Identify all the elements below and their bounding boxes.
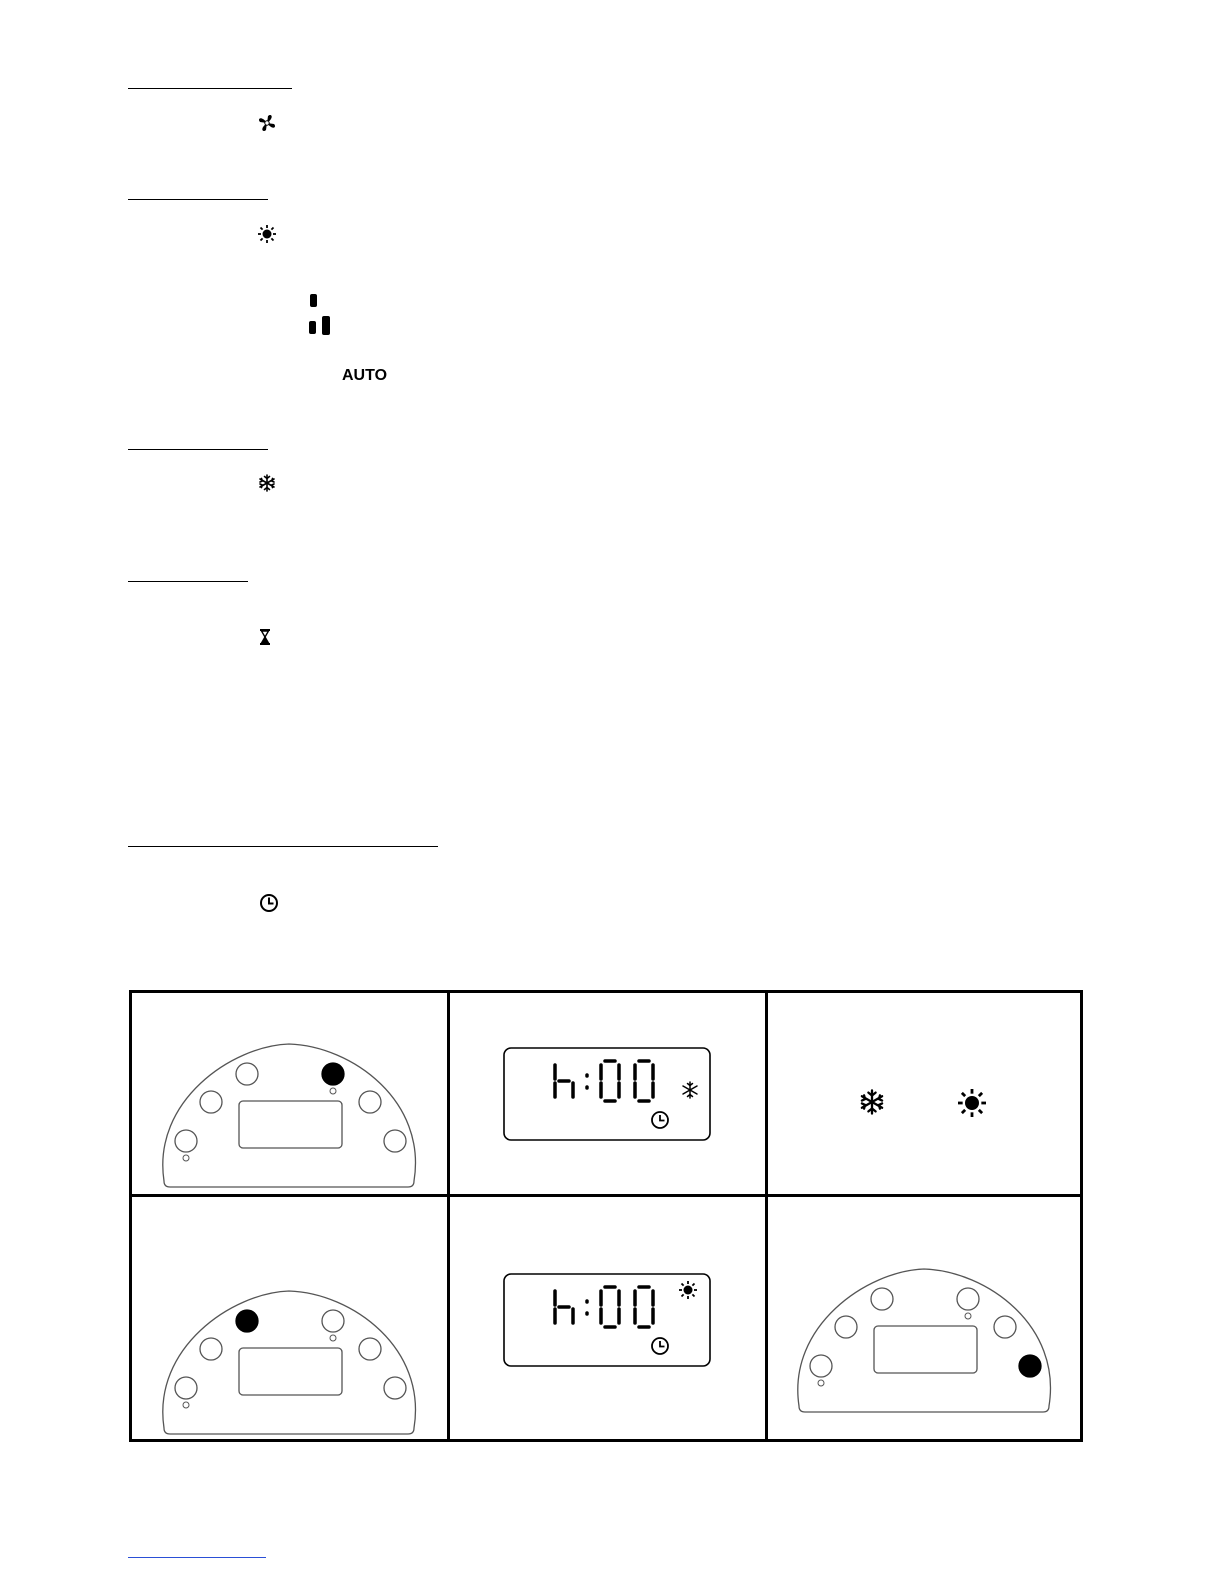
snowflake-icon <box>258 474 276 492</box>
sun-icon <box>258 225 276 243</box>
sun-icon <box>958 1089 986 1117</box>
footer-link-underline <box>128 1557 266 1558</box>
clock-icon <box>259 893 279 913</box>
heading-underline-fan <box>128 88 292 89</box>
control-panel-diagram-1 <box>152 1041 427 1191</box>
heading-underline-heating <box>128 199 268 200</box>
heading-underline-clock <box>128 846 438 847</box>
speed-high-icon <box>309 316 333 336</box>
hourglass-icon <box>259 629 271 645</box>
snowflake-icon <box>859 1089 885 1115</box>
fan-auto-label: AUTO <box>342 367 388 384</box>
heading-underline-timer <box>128 581 248 582</box>
lcd-display-cooling <box>503 1047 713 1143</box>
control-panel-diagram-3 <box>787 1266 1062 1416</box>
control-panel-diagram-2 <box>152 1288 427 1438</box>
fan-icon <box>257 113 277 133</box>
speed-low-icon <box>310 294 320 308</box>
lcd-display-heating <box>503 1273 713 1369</box>
illustration-grid <box>129 990 1083 1442</box>
heading-underline-cooling <box>128 449 268 450</box>
mode-icons-cell <box>766 993 1082 1193</box>
